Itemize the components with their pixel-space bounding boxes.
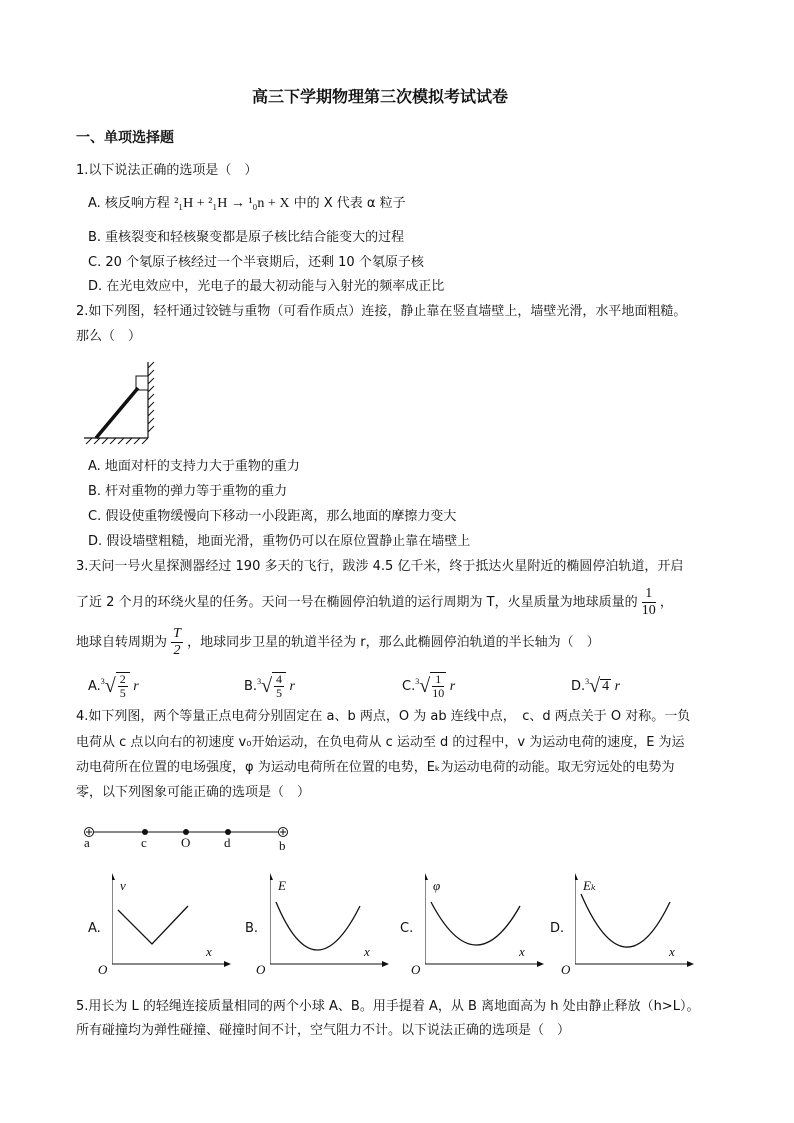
cube-root-expression: $^3$√ $\frac{1}{10}$ r [415, 672, 456, 701]
label-c: c [141, 835, 147, 850]
q2-rod-wall-diagram [80, 360, 160, 450]
graph-x-axis-label: x [364, 944, 370, 959]
q3-option-b [244, 668, 295, 703]
q3-stem-line3-text: 地球自转周期为 [76, 635, 168, 650]
option-label: D. [571, 679, 586, 694]
graph-y-axis-label: E [278, 878, 286, 893]
q1-option-a [88, 195, 406, 213]
q4-stem-line1: 4.如下列图，两个等量正点电荷分别固定在 a、b 两点，O 为 ab 连线中点， c、d 两点关于 O 对称。一负 [76, 709, 691, 724]
cube-root-expression: $^3$√ $\frac{4}{5}$ r [257, 672, 295, 701]
q1-option-a-suffix: 中的 X 代表 α 粒子 [293, 196, 406, 211]
graph-label-d: D. [550, 921, 565, 936]
q1-option-b: B. 重核裂变和轻核聚变都是原子核比结合能变大的过程 [88, 230, 405, 245]
graph-origin-label: O [256, 962, 266, 977]
q3-stem-line3-tail: ，地球同步卫星的轨道半径为 r，那么此椭圆停泊轨道的半长轴为（ ） [187, 635, 600, 650]
graph-y-axis-label: Eₖ [583, 878, 596, 893]
label-a: a [84, 835, 90, 850]
graph-b [270, 872, 390, 972]
graph-label-b: B. [245, 921, 259, 936]
q1-option-a-prefix: A. 核反响方程 [88, 196, 170, 211]
q3-stem-line2 [76, 585, 673, 621]
q2-option-a: A. 地面对杆的支持力大于重物的重力 [88, 459, 300, 474]
q3-fraction-mass: $\frac{1}{10}$ [641, 586, 656, 618]
graph-label-c: C. [400, 921, 414, 936]
label-b: b [279, 838, 286, 853]
graph-y-axis-label: v [120, 878, 126, 893]
graph-x-axis-label: x [669, 944, 675, 959]
q2-option-b: B. 杆对重物的弹力等于重物的重力 [88, 484, 288, 499]
section-heading: 一、单项选择题 [76, 130, 174, 146]
q5-stem-line2: 所有碰撞均为弹性碰撞、碰撞时间不计，空气阻力不计。以下说法正确的选项是（ ） [76, 1023, 571, 1038]
q2-stem-line1: 2.如下列图，轻杆通过铰链与重物（可看作质点）连接，静止靠在竖直墙壁上，墙壁光滑，水平地面粗糙。 [76, 304, 687, 319]
q3-stem-line1: 3.天问一号火星探测器经过 190 多天的飞行，跋涉 4.5 亿千米，终于抵达火星附近的椭圆停泊轨道，开启 [76, 559, 684, 574]
option-label: B. [244, 679, 258, 694]
q3-stem-line3 [76, 625, 600, 661]
q2-option-d: D. 假设墙壁粗糙，地面光滑，重物仍可以在原位置静止靠在墙壁上 [88, 534, 471, 549]
label-o: O [181, 835, 191, 850]
q4-stem-line3: 动电荷所在位置的电场强度，φ 为运动电荷所在位置的电势，Eₖ为运动电荷的动能。取无穷远处的电势为 [76, 760, 675, 775]
q3-option-a [88, 668, 139, 703]
q1-stem: 1.以下说法正确的选项是（ ） [76, 163, 258, 178]
cube-root-expression: $^3$√ 4 r [585, 675, 621, 697]
q3-fraction-period: $\frac{T}{2}$ [173, 626, 181, 658]
graph-origin-label: O [98, 962, 108, 977]
q4-stem-line4: 零，以下列图象可能正确的选项是（ ） [76, 785, 311, 800]
q1-option-d: D. 在光电效应中，光电子的最大初动能与入射光的频率成正比 [88, 279, 445, 294]
graph-x-axis-label: x [206, 944, 212, 959]
graph-a [112, 872, 232, 972]
label-d: d [224, 835, 231, 850]
option-label: C. [402, 679, 416, 694]
q3-stem-line2-text: 了近 2 个月的环绕火星的任务。天问一号在椭圆停泊轨道的运行周期为 T，火星质量为地球质量的 [76, 595, 638, 610]
graph-c [425, 872, 545, 972]
q5-stem-line1: 5.用长为 L 的轻绳连接质量相同的两个小球 A、B。用手提着 A，从 B 离地面高为 h 处由静止释放（h>L）。 [76, 999, 700, 1014]
option-label: A. [88, 679, 101, 694]
q2-stem-line2: 那么（ ） [76, 329, 142, 344]
graph-origin-label: O [411, 962, 421, 977]
q3-option-d [571, 668, 620, 703]
q4-stem-line2: 电荷从 c 点以向右的初速度 v₀开始运动，在负电荷从 c 运动至 d 的过程中，v 为运动电荷的速度，E 为运 [76, 735, 685, 750]
graph-x-axis-label: x [519, 944, 525, 959]
graph-y-axis-label: φ [433, 878, 441, 893]
q1-nuclear-equation: ²₁H + ²₁H → ¹₀n + X [174, 196, 290, 211]
q3-option-c [402, 668, 455, 703]
q3-stem-line2-end: ， [659, 595, 673, 610]
graph-origin-label: O [561, 962, 571, 977]
q2-option-c: C. 假设使重物缓慢向下移动一小段距离，那么地面的摩擦力变大 [88, 509, 457, 524]
graph-label-a: A. [88, 921, 101, 936]
page-title: 高三下学期物理第三次模拟考试试卷 [252, 87, 509, 106]
cube-root-expression: $^3$√ $\frac{2}{5}$ r [100, 672, 139, 701]
q1-option-c: C. 20 个氡原子核经过一个半衰期后，还剩 10 个氡原子核 [88, 255, 424, 270]
